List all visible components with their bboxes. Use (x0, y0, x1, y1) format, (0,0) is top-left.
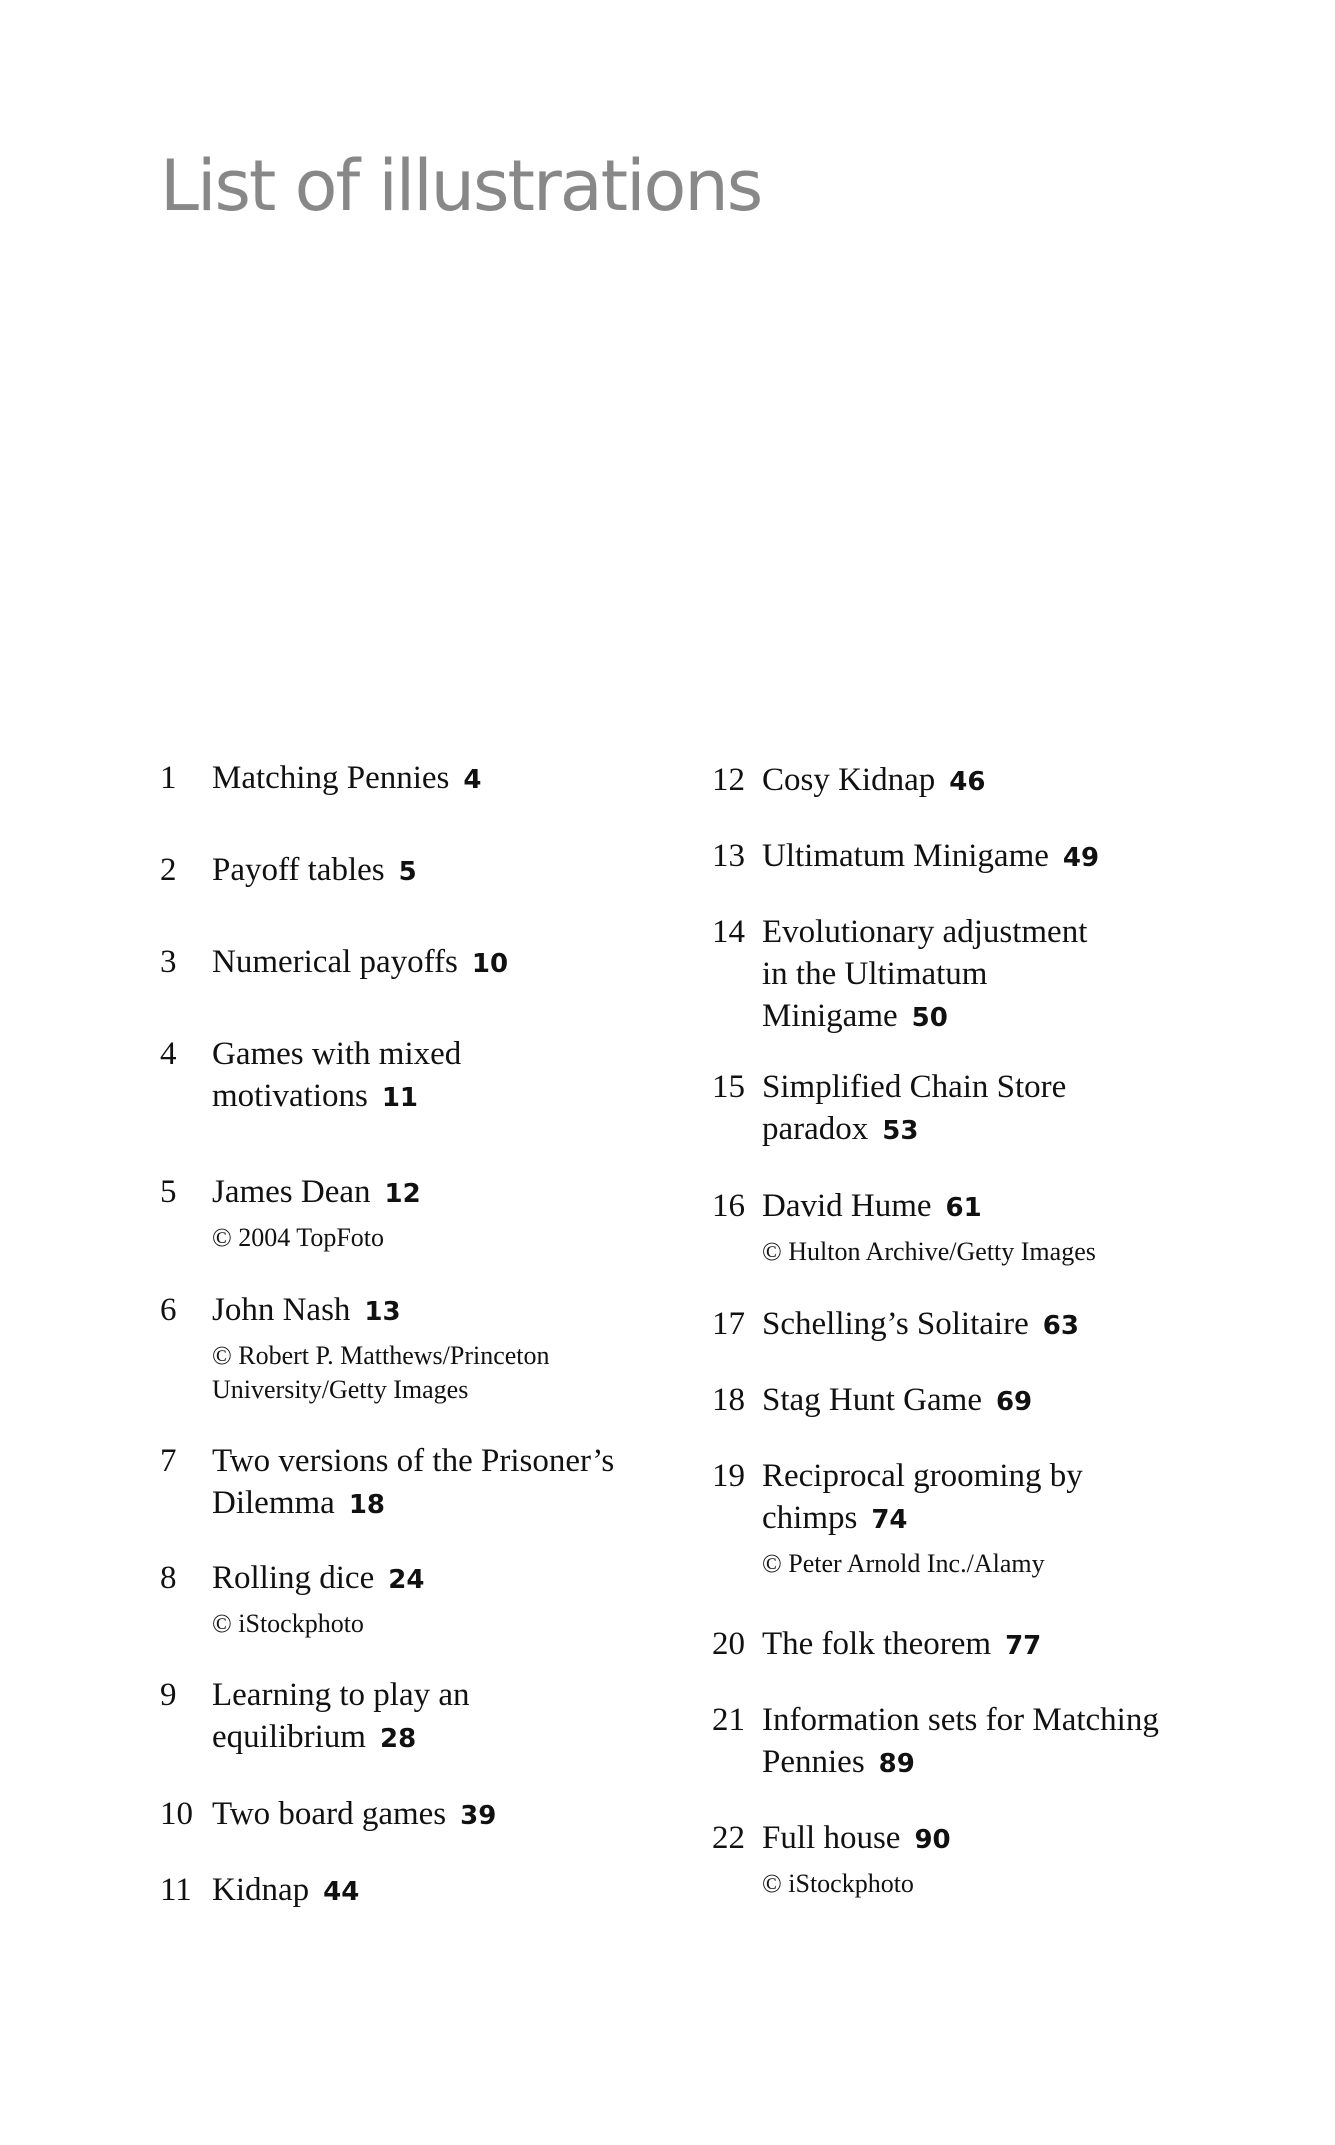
page-number: 24 (388, 1565, 425, 1595)
illustration-entry (712, 1303, 1322, 1347)
illustration-number: 1 (160, 760, 177, 796)
illustration-entry (712, 835, 1322, 879)
page-number: 10 (471, 949, 509, 979)
illustration-number: 21 (712, 1702, 745, 1738)
illustration-number: 2 (160, 852, 177, 888)
page-title: List of illustrations (160, 145, 762, 227)
photo-credit: © 2004 TopFoto (212, 1223, 385, 1252)
page-number: 49 (1062, 843, 1100, 873)
page-number: 12 (384, 1179, 421, 1209)
page-number: 28 (379, 1724, 417, 1754)
page-number: 53 (882, 1116, 919, 1146)
page-number: 50 (911, 1003, 948, 1033)
photo-credit: © iStockphoto (762, 1869, 914, 1898)
illustration-number: 15 (712, 1069, 745, 1105)
illustration-title: David Hume (762, 1188, 932, 1224)
illustration-title: Numerical payoffs (212, 944, 458, 980)
illustration-number: 3 (160, 944, 177, 980)
illustration-title: Learning to play an equilibrium (212, 1677, 470, 1755)
illustration-title: Payoff tables (212, 852, 385, 888)
page-number: 90 (914, 1825, 951, 1855)
page-number: 4 (463, 765, 482, 795)
illustration-title: Evolutionary adjustment in the Ultimatum Minigame (762, 914, 1088, 1034)
page-number: 5 (398, 857, 417, 887)
illustration-title: Cosy Kidnap (762, 762, 936, 798)
illustration-title: John Nash (212, 1292, 351, 1328)
illustration-number: 17 (712, 1306, 745, 1342)
page-number: 13 (364, 1297, 401, 1327)
illustration-entry (712, 759, 1322, 803)
illustration-title: Rolling dice (212, 1560, 375, 1596)
illustration-number: 5 (160, 1174, 177, 1210)
illustration-number: 18 (712, 1382, 745, 1418)
illustration-number: 11 (160, 1872, 192, 1908)
illustration-title: The folk theorem (762, 1626, 992, 1662)
illustration-title: Two versions of the Prisoner’s Dilemma (212, 1443, 615, 1521)
page-number: 77 (1005, 1631, 1042, 1661)
illustration-title: Schelling’s Solitaire (762, 1306, 1029, 1342)
photo-credit: © Peter Arnold Inc./Alamy (762, 1549, 1045, 1578)
page-number: 69 (995, 1387, 1033, 1417)
page-number: 74 (871, 1505, 908, 1535)
illustration-entry (712, 1623, 1322, 1667)
illustration-title: Matching Pennies (212, 760, 450, 796)
illustration-entry (712, 911, 1322, 1039)
illustration-entry (712, 1066, 1322, 1152)
illustration-number: 22 (712, 1820, 745, 1856)
photo-credit: © Robert P. Matthews/Princeton University/Getty Images (212, 1341, 550, 1404)
illustration-number: 12 (712, 762, 745, 798)
page-number: 61 (945, 1193, 982, 1223)
photo-credit: © iStockphoto (212, 1609, 364, 1638)
page-number: 44 (323, 1877, 360, 1907)
illustration-number: 8 (160, 1560, 177, 1596)
illustration-title: Games with mixed motivations (212, 1036, 462, 1114)
illustration-title: Two board games (212, 1796, 447, 1832)
illustration-number: 10 (160, 1796, 193, 1832)
illustration-entry (712, 1817, 1322, 1901)
page-number: 18 (348, 1490, 385, 1520)
illustration-number: 14 (712, 914, 745, 950)
photo-credit: © Hulton Archive/Getty Images (762, 1237, 1096, 1266)
illustration-title: Reciprocal grooming by chimps (762, 1458, 1083, 1536)
illustration-title: Simplified Chain Store paradox (762, 1069, 1067, 1147)
illustration-title: Kidnap (212, 1872, 310, 1908)
illustration-entry (712, 1455, 1322, 1581)
illustration-number: 20 (712, 1626, 745, 1662)
page-number: 11 (381, 1083, 419, 1113)
page-number: 39 (460, 1801, 497, 1831)
illustration-title: Ultimatum Minigame (762, 838, 1049, 874)
illustration-number: 7 (160, 1443, 177, 1479)
page-number: 89 (878, 1749, 915, 1779)
illustration-number: 13 (712, 838, 745, 874)
illustration-title: Information sets for Matching Pennies (762, 1702, 1159, 1780)
illustration-title: Stag Hunt Game (762, 1382, 982, 1418)
illustration-title: James Dean (212, 1174, 371, 1210)
illustration-number: 16 (712, 1188, 745, 1224)
illustration-number: 19 (712, 1458, 745, 1494)
illustration-number: 4 (160, 1036, 177, 1072)
illustration-entry (712, 1379, 1322, 1423)
illustration-entry (712, 1699, 1322, 1785)
illustration-entry (712, 1185, 1322, 1269)
illustration-title: Full house (762, 1820, 901, 1856)
illustration-number: 9 (160, 1677, 177, 1713)
page-number: 46 (949, 767, 986, 797)
illustration-number: 6 (160, 1292, 177, 1328)
page-number: 63 (1042, 1311, 1079, 1341)
